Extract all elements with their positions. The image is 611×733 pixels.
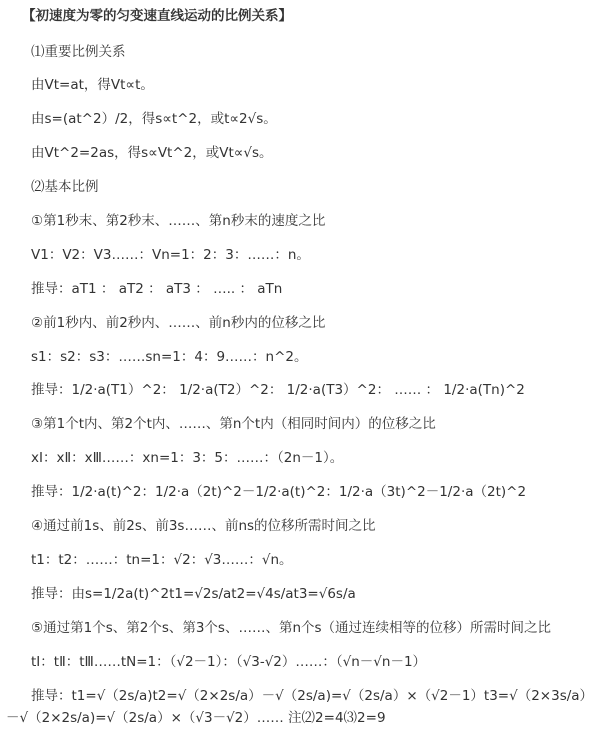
derivation-line: 推导：t1=√（2s/a)t2=√（2×2s/a）－√（2s/a)=√（2s/a）×（√2－1）t3=√（2×3s/a）	[31, 688, 594, 704]
item-heading-3: ③第1个t内、第2个t内、……、第n个t内（相同时间内）的位移之比	[31, 416, 436, 432]
document-title: 【初速度为零的匀变速直线运动的比例关系】	[22, 8, 292, 24]
item-heading-2: ②前1秒内、前2秒内、……、前n秒内的位移之比	[31, 315, 326, 331]
derivation-line: 推导：aT1 ： aT2 ： aT3 ： ….. ： aTn	[31, 281, 283, 297]
section-heading-2: ⑵基本比例	[31, 179, 99, 195]
derivation-line: 推导：由s=1/2a(t)^2t1=√2s/at2=√4s/at3=√6s/a	[31, 586, 356, 602]
text-line: 由Vt^2=2as，得s∝Vt^2，或Vt∝√s。	[31, 145, 273, 161]
formula-line: tⅠ：tⅡ：tⅢ……tN=1：（√2－1）：（√3-√2）……：（√n－√n－1）	[31, 654, 427, 670]
derivation-line-continued: －√（2×2s/a)=√（2s/a）×（√3－√2）…… 注⑵2=4⑶2=9	[6, 710, 386, 726]
derivation-line: 推导：1/2·a(t)^2：1/2·a（2t)^2－1/2·a(t)^2：1/2·a（3t)^2－1/2·a（2t)^2	[31, 484, 527, 500]
item-heading-1: ①第1秒末、第2秒末、……、第n秒末的速度之比	[31, 213, 326, 229]
section-heading-1: ⑴重要比例关系	[31, 44, 126, 60]
formula-line: t1：t2：……：tn=1：√2：√3……：√n。	[31, 552, 293, 568]
derivation-line: 推导：1/2·a(T1）^2： 1/2·a(T2）^2： 1/2·a(T3）^2： …… ： 1/2·a(Tn)^2	[31, 382, 525, 398]
formula-line: s1：s2：s3：……sn=1：4：9……：n^2。	[31, 349, 308, 365]
formula-line: V1：V2：V3……：Vn=1：2：3：……：n。	[31, 247, 310, 263]
item-heading-4: ④通过前1s、前2s、前3s……、前ns的位移所需时间之比	[31, 518, 376, 534]
formula-line: xⅠ：xⅡ：xⅢ……：xn=1：3：5：……：（2n－1）。	[31, 450, 344, 466]
item-heading-5: ⑤通过第1个s、第2个s、第3个s、……、第n个s（通过连续相等的位移）所需时间之比	[31, 620, 552, 636]
text-line: 由Vt=at，得Vt∝t。	[31, 77, 154, 93]
text-line: 由s=(at^2）/2，得s∝t^2，或t∝2√s。	[31, 111, 277, 127]
